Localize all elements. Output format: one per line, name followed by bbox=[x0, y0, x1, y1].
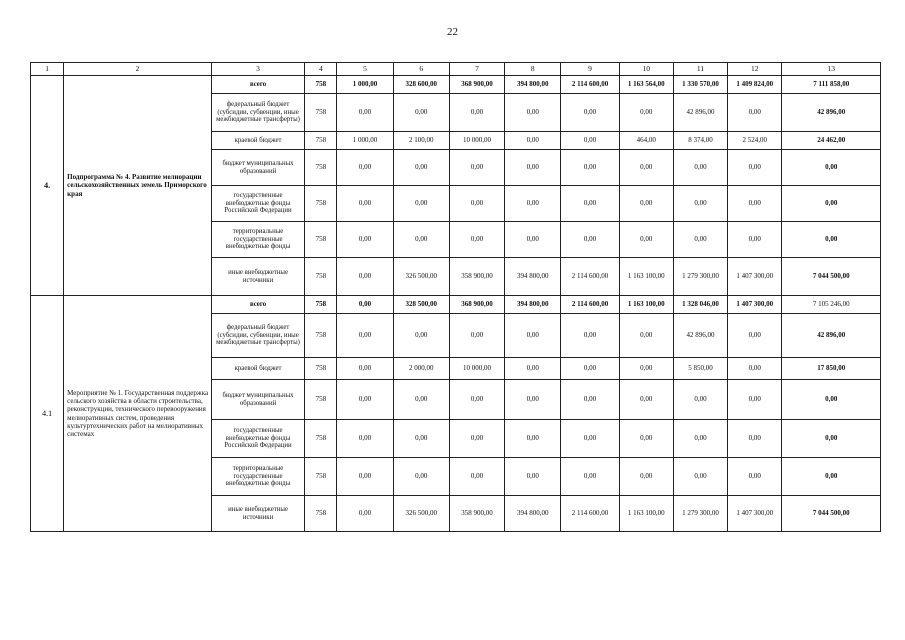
amount-cell: 0,00 bbox=[337, 496, 393, 532]
code-cell: 758 bbox=[305, 420, 337, 458]
item-number: 4. bbox=[31, 76, 64, 296]
total-cell: 0,00 bbox=[782, 186, 881, 222]
amount-cell: 2 000,00 bbox=[393, 358, 449, 380]
amount-cell: 42 896,00 bbox=[673, 94, 727, 132]
table-body bbox=[31, 63, 881, 532]
amount-cell: 1 407 300,00 bbox=[728, 258, 782, 296]
amount-cell: 0,00 bbox=[673, 380, 727, 420]
funding-source: территориальные государственные внебюджетные фонды bbox=[211, 222, 304, 258]
amount-cell: 1 163 100,00 bbox=[619, 296, 673, 314]
amount-cell: 1 000,00 bbox=[337, 132, 393, 150]
amount-cell: 0,00 bbox=[393, 150, 449, 186]
amount-cell: 0,00 bbox=[505, 186, 561, 222]
amount-cell: 0,00 bbox=[505, 458, 561, 496]
total-cell: 0,00 bbox=[782, 222, 881, 258]
funding-source: государственные внебюджетные фонды Российской Федерации bbox=[211, 186, 304, 222]
total-cell: 7 044 500,00 bbox=[782, 496, 881, 532]
amount-cell: 0,00 bbox=[561, 458, 619, 496]
code-cell: 758 bbox=[305, 496, 337, 532]
amount-cell: 328 600,00 bbox=[393, 76, 449, 94]
amount-cell: 0,00 bbox=[619, 222, 673, 258]
funding-source: государственные внебюджетные фонды Российской Федерации bbox=[211, 420, 304, 458]
column-header: 1 bbox=[31, 63, 64, 76]
amount-cell: 0,00 bbox=[561, 314, 619, 358]
total-cell: 7 105 246,00 bbox=[782, 296, 881, 314]
funding-source: всего bbox=[211, 76, 304, 94]
amount-cell: 5 850,00 bbox=[673, 358, 727, 380]
amount-cell: 0,00 bbox=[449, 314, 504, 358]
total-cell: 17 850,00 bbox=[782, 358, 881, 380]
column-header: 3 bbox=[211, 63, 304, 76]
amount-cell: 0,00 bbox=[337, 258, 393, 296]
funding-source: территориальные государственные внебюджетные фонды bbox=[211, 458, 304, 496]
table-row bbox=[31, 296, 881, 314]
amount-cell: 0,00 bbox=[337, 458, 393, 496]
amount-cell: 0,00 bbox=[728, 358, 782, 380]
amount-cell: 1 407 300,00 bbox=[728, 296, 782, 314]
amount-cell: 2 524,00 bbox=[728, 132, 782, 150]
amount-cell: 464,00 bbox=[619, 132, 673, 150]
page-number: 22 bbox=[447, 26, 458, 38]
amount-cell: 394 800,00 bbox=[505, 258, 561, 296]
amount-cell: 0,00 bbox=[619, 150, 673, 186]
funding-source: федеральный бюджет (субсидии, субвенции, иные межбюджетные трансферты) bbox=[211, 94, 304, 132]
amount-cell: 2 114 600,00 bbox=[561, 76, 619, 94]
amount-cell: 0,00 bbox=[337, 420, 393, 458]
total-cell: 42 896,00 bbox=[782, 94, 881, 132]
amount-cell: 0,00 bbox=[393, 380, 449, 420]
code-cell: 758 bbox=[305, 296, 337, 314]
amount-cell: 0,00 bbox=[337, 222, 393, 258]
amount-cell: 1 279 300,00 bbox=[673, 496, 727, 532]
amount-cell: 0,00 bbox=[337, 186, 393, 222]
code-cell: 758 bbox=[305, 358, 337, 380]
column-header: 12 bbox=[728, 63, 782, 76]
amount-cell: 326 500,00 bbox=[393, 258, 449, 296]
amount-cell: 1 409 824,00 bbox=[728, 76, 782, 94]
amount-cell: 1 330 570,00 bbox=[673, 76, 727, 94]
total-cell: 0,00 bbox=[782, 150, 881, 186]
funding-source: краевой бюджет bbox=[211, 358, 304, 380]
amount-cell: 0,00 bbox=[673, 150, 727, 186]
column-header: 2 bbox=[64, 63, 212, 76]
amount-cell: 0,00 bbox=[505, 420, 561, 458]
amount-cell: 0,00 bbox=[449, 94, 504, 132]
amount-cell: 1 279 300,00 bbox=[673, 258, 727, 296]
column-header: 4 bbox=[305, 63, 337, 76]
amount-cell: 1 407 300,00 bbox=[728, 496, 782, 532]
amount-cell: 1 163 564,00 bbox=[619, 76, 673, 94]
amount-cell: 358 900,00 bbox=[449, 496, 504, 532]
amount-cell: 0,00 bbox=[505, 94, 561, 132]
amount-cell: 0,00 bbox=[673, 222, 727, 258]
amount-cell: 1 328 046,00 bbox=[673, 296, 727, 314]
amount-cell: 0,00 bbox=[505, 222, 561, 258]
amount-cell: 326 500,00 bbox=[393, 496, 449, 532]
code-cell: 758 bbox=[305, 76, 337, 94]
amount-cell: 0,00 bbox=[393, 458, 449, 496]
amount-cell: 1 000,00 bbox=[337, 76, 393, 94]
amount-cell: 0,00 bbox=[337, 150, 393, 186]
amount-cell: 10 000,00 bbox=[449, 132, 504, 150]
amount-cell: 0,00 bbox=[619, 186, 673, 222]
amount-cell: 0,00 bbox=[337, 94, 393, 132]
amount-cell: 0,00 bbox=[619, 420, 673, 458]
total-cell: 0,00 bbox=[782, 458, 881, 496]
funding-source: иные внебюджетные источники bbox=[211, 496, 304, 532]
amount-cell: 0,00 bbox=[673, 458, 727, 496]
amount-cell: 0,00 bbox=[449, 150, 504, 186]
amount-cell: 0,00 bbox=[393, 420, 449, 458]
total-cell: 7 111 858,00 bbox=[782, 76, 881, 94]
amount-cell: 0,00 bbox=[505, 358, 561, 380]
amount-cell: 0,00 bbox=[393, 186, 449, 222]
amount-cell: 0,00 bbox=[561, 222, 619, 258]
total-cell: 7 044 500,00 bbox=[782, 258, 881, 296]
amount-cell: 368 900,00 bbox=[449, 296, 504, 314]
amount-cell: 0,00 bbox=[561, 150, 619, 186]
amount-cell: 2 114 600,00 bbox=[561, 296, 619, 314]
amount-cell: 328 500,00 bbox=[393, 296, 449, 314]
item-number: 4.1 bbox=[31, 296, 64, 532]
funding-source: краевой бюджет bbox=[211, 132, 304, 150]
amount-cell: 0,00 bbox=[619, 314, 673, 358]
code-cell: 758 bbox=[305, 94, 337, 132]
amount-cell: 0,00 bbox=[728, 150, 782, 186]
amount-cell: 0,00 bbox=[673, 186, 727, 222]
amount-cell: 0,00 bbox=[728, 314, 782, 358]
code-cell: 758 bbox=[305, 258, 337, 296]
amount-cell: 394 800,00 bbox=[505, 76, 561, 94]
budget-table bbox=[30, 62, 881, 532]
amount-cell: 394 800,00 bbox=[505, 496, 561, 532]
amount-cell: 0,00 bbox=[728, 186, 782, 222]
amount-cell: 0,00 bbox=[561, 94, 619, 132]
column-header: 11 bbox=[673, 63, 727, 76]
amount-cell: 0,00 bbox=[728, 380, 782, 420]
amount-cell: 0,00 bbox=[561, 380, 619, 420]
code-cell: 758 bbox=[305, 458, 337, 496]
amount-cell: 0,00 bbox=[449, 420, 504, 458]
funding-source: федеральный бюджет (субсидии, субвенции, иные межбюджетные трансферты) bbox=[211, 314, 304, 358]
amount-cell: 0,00 bbox=[505, 380, 561, 420]
total-cell: 24 462,00 bbox=[782, 132, 881, 150]
funding-source: бюджет муниципальных образований bbox=[211, 150, 304, 186]
column-header: 5 bbox=[337, 63, 393, 76]
amount-cell: 0,00 bbox=[619, 458, 673, 496]
amount-cell: 0,00 bbox=[619, 380, 673, 420]
table-row bbox=[31, 76, 881, 94]
amount-cell: 0,00 bbox=[337, 296, 393, 314]
amount-cell: 1 163 100,00 bbox=[619, 258, 673, 296]
amount-cell: 0,00 bbox=[673, 420, 727, 458]
column-header: 6 bbox=[393, 63, 449, 76]
amount-cell: 368 900,00 bbox=[449, 76, 504, 94]
amount-cell: 0,00 bbox=[619, 94, 673, 132]
code-cell: 758 bbox=[305, 150, 337, 186]
amount-cell: 0,00 bbox=[505, 150, 561, 186]
amount-cell: 0,00 bbox=[393, 314, 449, 358]
amount-cell: 0,00 bbox=[728, 458, 782, 496]
amount-cell: 0,00 bbox=[337, 380, 393, 420]
amount-cell: 2 100,00 bbox=[393, 132, 449, 150]
amount-cell: 0,00 bbox=[449, 458, 504, 496]
amount-cell: 0,00 bbox=[561, 358, 619, 380]
amount-cell: 0,00 bbox=[337, 314, 393, 358]
funding-source: всего bbox=[211, 296, 304, 314]
code-cell: 758 bbox=[305, 132, 337, 150]
code-cell: 758 bbox=[305, 380, 337, 420]
amount-cell: 10 000,00 bbox=[449, 358, 504, 380]
amount-cell: 0,00 bbox=[449, 222, 504, 258]
column-header: 10 bbox=[619, 63, 673, 76]
total-cell: 42 896,00 bbox=[782, 314, 881, 358]
table-header-row bbox=[31, 63, 881, 76]
column-header: 9 bbox=[561, 63, 619, 76]
amount-cell: 0,00 bbox=[449, 380, 504, 420]
code-cell: 758 bbox=[305, 186, 337, 222]
amount-cell: 1 163 100,00 bbox=[619, 496, 673, 532]
amount-cell: 8 374,00 bbox=[673, 132, 727, 150]
amount-cell: 0,00 bbox=[449, 186, 504, 222]
amount-cell: 0,00 bbox=[561, 186, 619, 222]
amount-cell: 0,00 bbox=[561, 132, 619, 150]
code-cell: 758 bbox=[305, 222, 337, 258]
amount-cell: 0,00 bbox=[728, 420, 782, 458]
funding-source: бюджет муниципальных образований bbox=[211, 380, 304, 420]
amount-cell: 42 896,00 bbox=[673, 314, 727, 358]
amount-cell: 0,00 bbox=[505, 314, 561, 358]
funding-source: иные внебюджетные источники bbox=[211, 258, 304, 296]
amount-cell: 2 114 600,00 bbox=[561, 258, 619, 296]
amount-cell: 394 800,00 bbox=[505, 296, 561, 314]
amount-cell: 0,00 bbox=[619, 358, 673, 380]
amount-cell: 0,00 bbox=[728, 222, 782, 258]
column-header: 8 bbox=[505, 63, 561, 76]
column-header: 7 bbox=[449, 63, 504, 76]
column-header: 13 bbox=[782, 63, 881, 76]
amount-cell: 0,00 bbox=[728, 94, 782, 132]
code-cell: 758 bbox=[305, 314, 337, 358]
amount-cell: 0,00 bbox=[393, 94, 449, 132]
amount-cell: 0,00 bbox=[505, 132, 561, 150]
amount-cell: 358 900,00 bbox=[449, 258, 504, 296]
amount-cell: 2 114 600,00 bbox=[561, 496, 619, 532]
amount-cell: 0,00 bbox=[393, 222, 449, 258]
total-cell: 0,00 bbox=[782, 380, 881, 420]
total-cell: 0,00 bbox=[782, 420, 881, 458]
amount-cell: 0,00 bbox=[561, 420, 619, 458]
item-name: Подпрограмма № 4. Развитие мелиорации сельскохозяйственных земель Приморского края bbox=[64, 76, 212, 296]
amount-cell: 0,00 bbox=[337, 358, 393, 380]
item-name: Мероприятие № 1. Государственная поддержка сельского хозяйства в области строительства, реконструкции, технического перевооружения мелиоративных систем, проведения культуртехнических работ на мелиоративных системах bbox=[64, 296, 212, 532]
